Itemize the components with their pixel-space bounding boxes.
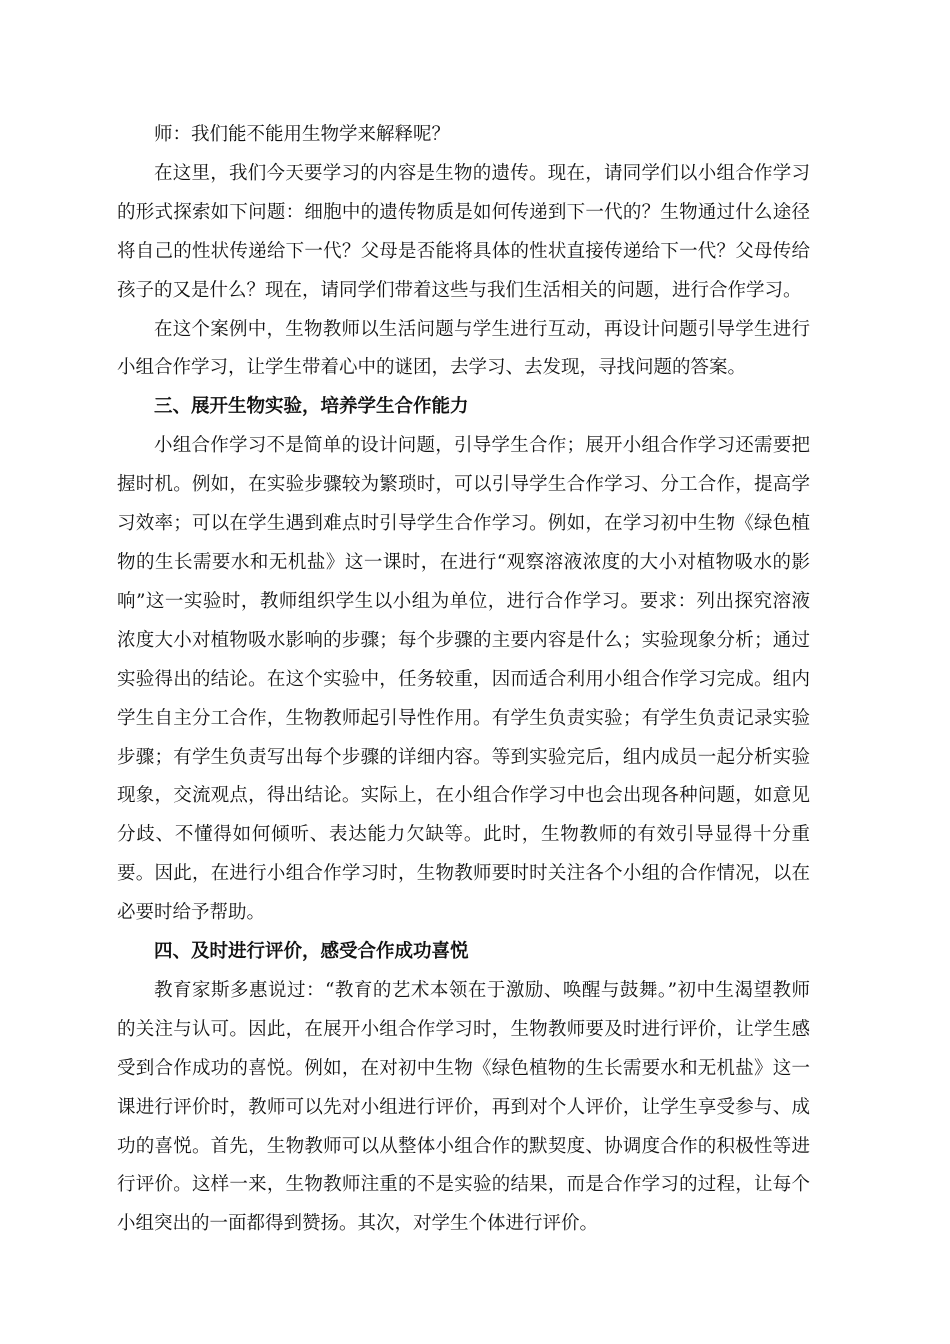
paragraph-evaluation: 教育家斯多惠说过：“教育的艺术本领在于激励、唤醒与鼓舞。”初中生渴望教师的关注与认可。因此，在展开小组合作学习时，生物教师要及时进行评价，让学生感受到合作成功的喜悦。例如，在对初中生物《绿色植物的生长需要水和无机盐》这一课进行评价时，教师可以先对小组进行评价，再到对个人评价，让学生享受参与、成功的喜悦。首先，生物教师可以从整体小组合作的默契度、协调度合作的积极性等进行评价。这样一来，生物教师注重的不是实验的结果，而是合作学习的过程，让每个小组突出的一面都得到赞扬。其次，对学生个体进行评价。 — [117, 979, 810, 1235]
paragraph-heredity-intro: 在这里，我们今天要学习的内容是生物的遗传。现在，请同学们以小组合作学习的形式探索如下问题：细胞中的遗传物质是如何传递到下一代的？生物通过什么途径将自己的性状传递给下一代？父母是否能将具体的性状直接传递给下一代？父母传给孩子的又是什么？现在，请同学们带着这些与我们生活相关的问题，进行合作学习。 — [117, 162, 810, 301]
paragraph-teacher-question: 师：我们能不能用生物学来解释呢？ — [154, 124, 451, 145]
paragraph-case-summary: 在这个案例中，生物教师以生活问题与学生进行互动，再设计问题引导学生进行小组合作学习，让学生带着心中的谜团，去学习、去发现，寻找问题的答案。 — [117, 318, 810, 379]
section-heading-3: 三、展开生物实验，培养学生合作能力 — [154, 396, 469, 418]
paragraph-experiment-cooperation: 小组合作学习不是简单的设计问题，引导学生合作；展开小组合作学习还需要把握时机。例如，在实验步骤较为繁琐时，可以引导学生合作学习、分工合作，提高学习效率；可以在学生遇到难点时引导学生合作学习。例如，在学习初中生物《绿色植物的生长需要水和无机盐》这一课时，在进行“观察溶液浓度的大小对植物吸水的影响”这一实验时，教师组织学生以小组为单位，进行合作学习。要求：列出探究溶液浓度大小对植物吸水影响的步骤；每个步骤的主要内容是什么；实验现象分析；通过实验得出的结论。在这个实验中，任务较重，因而适合利用小组合作学习完成。组内学生自主分工合作，生物教师起引导性作用。有学生负责实验；有学生负责记录实验步骤；有学生负责写出每个步骤的详细内容。等到实验完后，组内成员一起分析实验现象，交流观点，得出结论。实际上，在小组合作学习中也会出现各种问题，如意见分歧、不懂得如何倾听、表达能力欠缺等。此时，生物教师的有效引导显得十分重要。因此，在进行小组合作学习时，生物教师要时时关注各个小组的合作情况，以在必要时给予帮助。 — [117, 435, 810, 924]
section-heading-4: 四、及时进行评价，感受合作成功喜悦 — [154, 941, 469, 963]
document-body — [117, 116, 810, 1244]
